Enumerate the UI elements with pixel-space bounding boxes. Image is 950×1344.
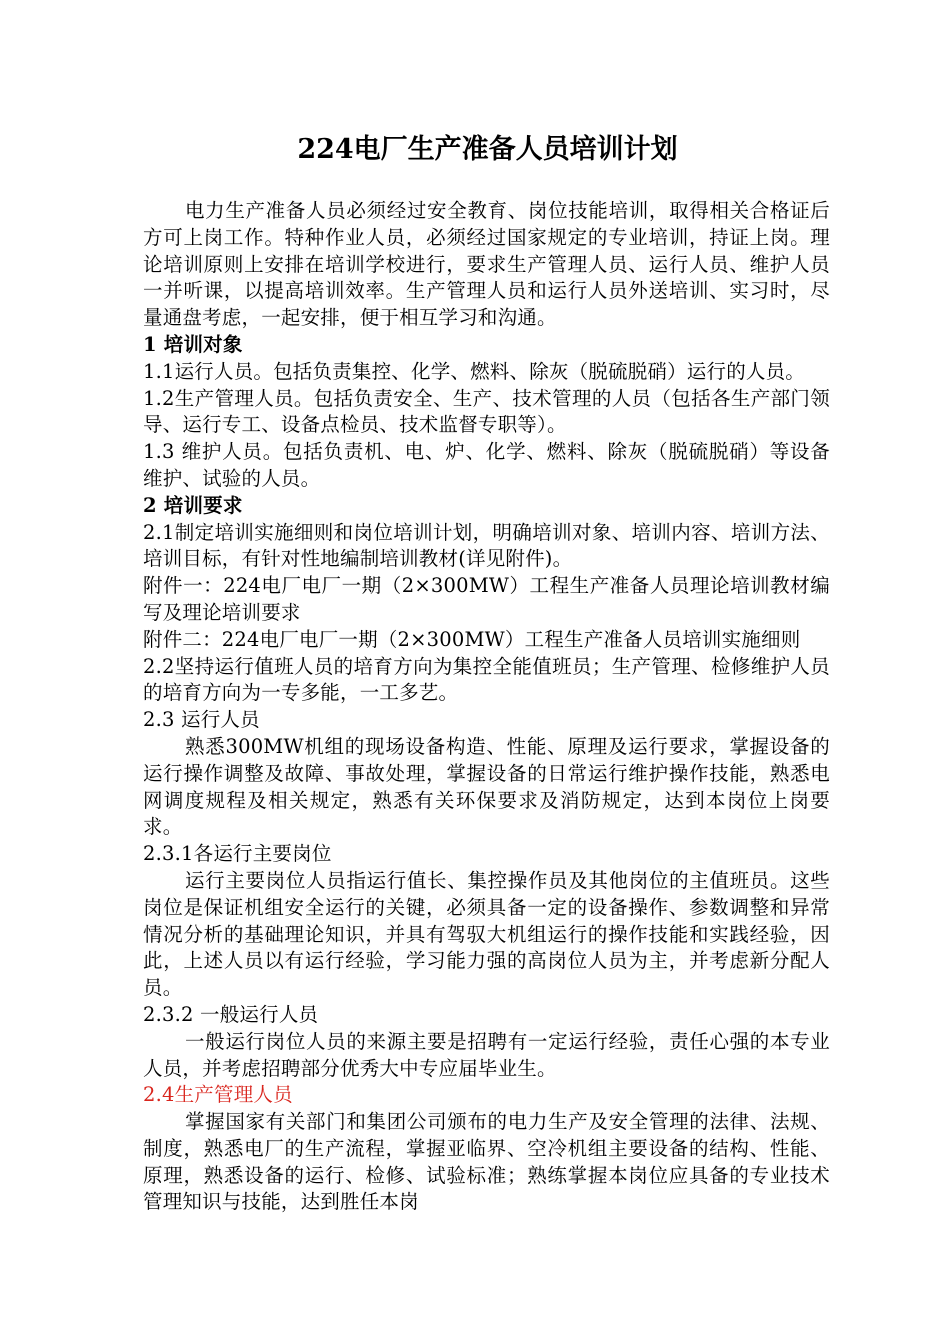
item-1-1: 1.1运行人员。包括负责集控、化学、燃料、除灰（脱硫脱硝）运行的人员。 <box>143 359 806 383</box>
intro-paragraph: 电力生产准备人员必须经过安全教育、岗位技能培训，取得相关合格证后方可上岗工作。特种作业人员，必须经过国家规定的专业培训，持证上岗。理论培训原则上安排在培训学校进行，要求生产管理人员、运行人员、维护人员一并听课，以提高培训效率。生产管理人员和运行人员外送培训、实习时，尽量通盘考虑，一起安排，便于相互学习和沟通。 <box>143 199 830 330</box>
document-title: 224电厂生产准备人员培训计划 <box>297 134 678 165</box>
item-2-3-1-body: 运行主要岗位人员指运行值长、集控操作员及其他岗位的主值班员。这些岗位是保证机组安全运行的关键，必须具备一定的设备操作、参数调整和异常情况分析的基础理论知识，并具有驾驭大机组运行的操作技能和实践经验，因此，上述人员以有运行经验，学习能力强的高岗位人员为主，并考虑新分配人员。 <box>143 868 830 1000</box>
item-2-3-body: 熟悉300MW机组的现场设备构造、性能、原理及运行要求，掌握设备的运行操作调整及故障、事故处理，掌握设备的日常运行维护操作技能，熟悉电网调度规程及相关规定，熟悉有关环保要求及消防规定，达到本岗位上岗要求。 <box>143 734 830 839</box>
item-2-4-heading: 2.4生产管理人员 <box>143 1083 293 1107</box>
item-2-1: 2.1制定培训实施细则和岗位培训计划，明确培训对象、培训内容、培训方法、培训目标，有针对性地编制培训教材(详见附件)。 <box>143 520 830 571</box>
item-2-4-body: 掌握国家有关部门和集团公司颁布的电力生产及安全管理的法律、法规、制度，熟悉电厂的生产流程，掌握亚临界、空冷机组主要设备的结构、性能、原理，熟悉设备的运行、检修、试验标准；熟练掌握本岗位应具备的专业技术管理知识与技能，达到胜任本岗 <box>143 1110 830 1214</box>
attachment-1: 附件一：224电厂电厂一期（2×300MW）工程生产准备人员理论培训教材编写及理论培训要求 <box>143 574 830 624</box>
item-2-3-2-heading: 2.3.2 一般运行人员 <box>143 1002 319 1026</box>
item-1-2: 1.2生产管理人员。包括负责安全、生产、技术管理的人员（包括各生产部门领导、运行专工、设备点检员、技术监督专职等）。 <box>143 386 830 437</box>
section-heading-2: 2 培训要求 <box>143 493 243 517</box>
attachment-2: 附件二：224电厂电厂一期（2×300MW）工程生产准备人员培训实施细则 <box>143 627 801 651</box>
section-heading-1: 1 培训对象 <box>143 332 243 356</box>
item-2-3-2-body: 一般运行岗位人员的来源主要是招聘有一定运行经验，责任心强的本专业人员，并考虑招聘部分优秀大中专应届毕业生。 <box>143 1029 830 1080</box>
item-2-3-heading: 2.3 运行人员 <box>143 708 260 732</box>
item-2-2: 2.2坚持运行值班人员的培育方向为集控全能值班员；生产管理、检修维护人员的培育方向为一专多能，一工多艺。 <box>143 654 830 705</box>
item-2-3-1-heading: 2.3.1各运行主要岗位 <box>143 842 332 866</box>
item-1-3: 1.3 维护人员。包括负责机、电、炉、化学、燃料、除灰（脱硫脱硝）等设备维护、试验的人员。 <box>143 440 830 490</box>
